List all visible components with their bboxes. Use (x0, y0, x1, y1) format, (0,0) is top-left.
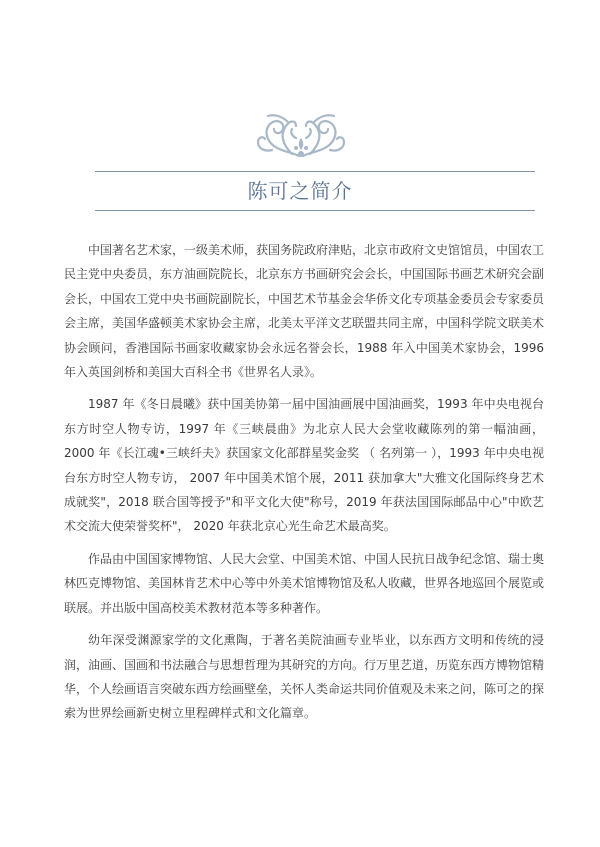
page-title: 陈可之简介 (247, 179, 353, 203)
scroll-ornament-icon (252, 108, 350, 160)
biography-body (64, 238, 544, 734)
biography-paragraph: 作品由中国国家博物馆、人民大会堂、中国美术馆、中国人民抗日战争纪念馆、瑞士奥林匹克博物馆、美国林肯艺术中心等中外美术馆博物馆及私人收藏，世界各地巡回个展览或联展。并出版中国高校美术教材范本等多种著作。 (64, 551, 545, 615)
title-top-divider (95, 171, 535, 172)
title-bottom-divider (95, 210, 535, 211)
biography-paragraph: 1987 年《冬日晨曦》获中国美协第一届中国油画展中国油画奖，1993 年中央电视台东方时空人物专访，1997 年《三峡晨曲》为北京人民大会堂收藏陈列的第一幅油画，2000 年《长江魂•三峡纤夫》获国家文化部群星奖金奖 （ 名列第一 ），1993 年中央电视台东方时空人物专访， 2007 年中国美术馆个展，2011 获加拿大"大雅文化国际终身艺术成就奖"，2018 联合国等授予"和平文化大使"称号，2019 年获法国国际邮品中心"中欧艺术交流大使荣誉奖杯"， 2020 年获北京心光生命艺术最高奖。 (64, 397, 544, 534)
biography-paragraph: 幼年深受渊源家学的文化熏陶，于著名美院油画专业毕业，以东西方文明和传统的浸润，油画、国画和书法融合与思想哲理为其研究的方向。行万里艺道，历览东西方博物馆精华，个人绘画语言突破东西方绘画壁垒，关怀人类命运共同价值观及未来之问，陈可之的探索为世界绘画新史树立里程碑样式和文化篇章。 (64, 633, 545, 721)
biography-paragraph: 中国著名艺术家，一级美术师，获国务院政府津贴，北京市政府文史馆馆员，中国农工民主党中央委员，东方油画院院长，北京东方书画研究会会长，中国国际书画艺术研究会副会长，中国农工党中央书画院副院长，中国艺术节基金会华侨文化专项基金委员会专家委员会主席，美国华盛顿美术家协会主席，北美太平洋文艺联盟共同主席，中国科学院文联美术协会顾问，香港国际书画家收藏家协会永远名誉会长，1988 年入中国美术家协会，1996 年入英国剑桥和美国大百科全书《世界名人录》。 (64, 243, 545, 380)
